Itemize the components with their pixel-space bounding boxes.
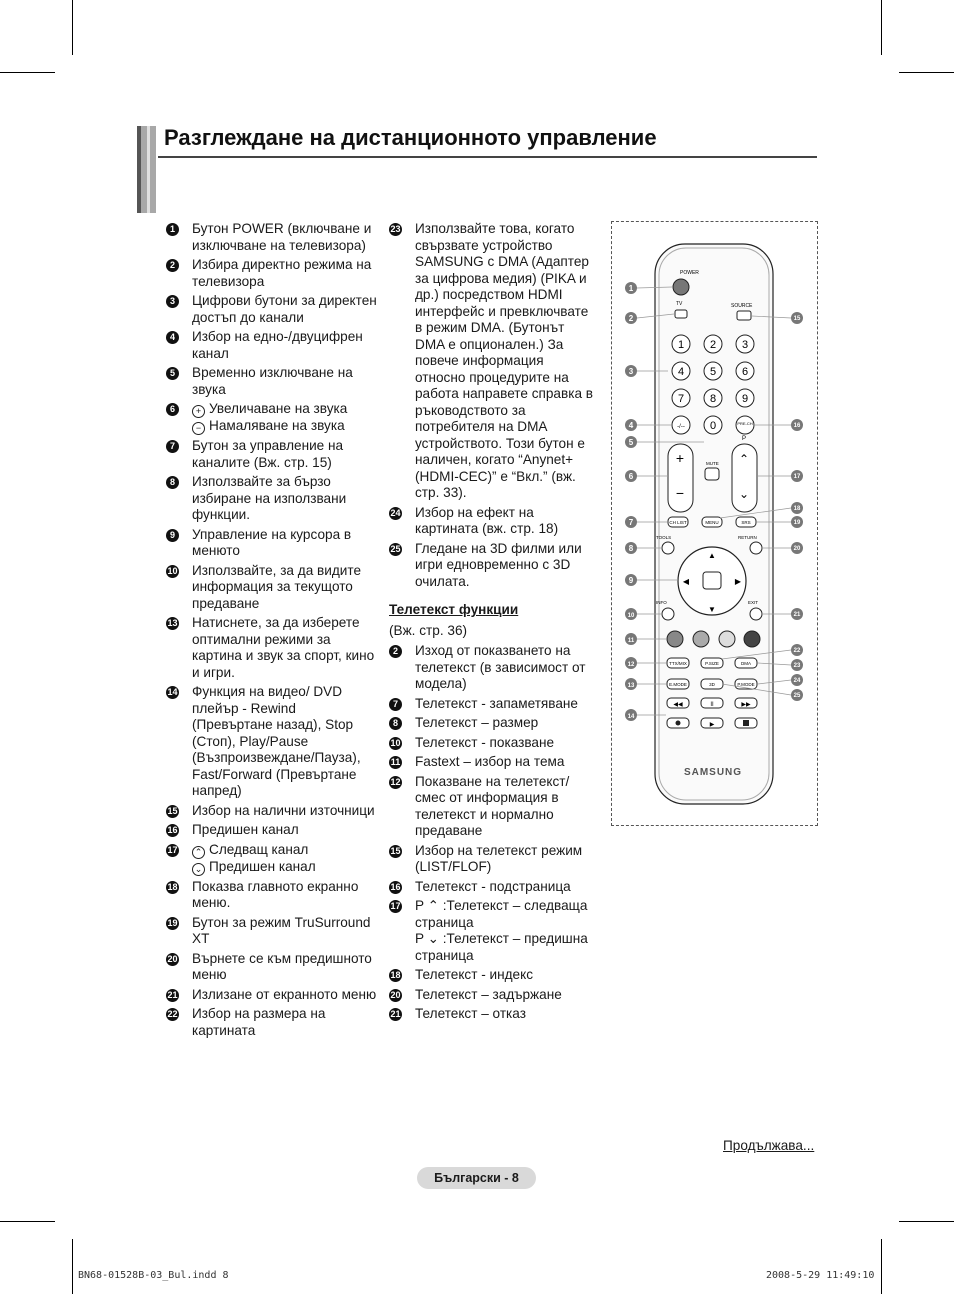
svg-text:15: 15 [793,316,801,322]
crop-mark [899,1221,954,1222]
svg-text:+: + [675,450,685,466]
item-number: 17 [390,901,401,911]
list-item [166,915,378,948]
item-number: 3 [166,295,179,308]
svg-text:▼: ▼ [708,605,716,614]
return-label: RETURN [738,535,757,540]
list-item [389,898,597,964]
middle-column [389,221,597,1026]
item-text: Телетекст - показване [415,734,555,750]
tv-label: TV [676,301,683,307]
item-number: 2 [389,645,402,658]
item-number: 6 [166,403,179,416]
item-number: 20 [167,953,178,964]
svg-text:7: 7 [628,518,634,527]
item-number: 18 [167,881,178,892]
item-number: 10 [167,565,178,576]
dma-label: DMA [741,661,751,666]
svg-text:▶: ▶ [734,577,742,586]
p-label: P [742,436,747,442]
digit-9: 9 [741,393,749,405]
digit-2: 2 [709,339,717,351]
crop-mark [881,0,882,55]
svg-text:25: 25 [793,693,801,699]
item-text: Върнете се към предишното меню [192,950,372,982]
crop-mark [72,0,73,55]
item-text: Използвайте, за да видите информация за текущото предаване [192,562,362,611]
item-number: 21 [390,1009,401,1019]
item-number: 18 [390,970,401,980]
srs-label: SRS [741,520,751,525]
crop-mark [899,72,954,73]
svg-text:9: 9 [628,576,634,585]
item-text: Fastext – избор на тема [415,754,565,769]
list-item [166,951,378,984]
list-item [166,257,378,290]
crop-mark [0,1221,55,1222]
svg-text:II: II [710,702,714,708]
svg-text:16: 16 [793,423,801,429]
prech-label: PRE-CH [737,421,753,426]
item-text: Телетекст – отказ [415,1006,526,1021]
minus-icon: − [192,422,205,435]
digit-5: 5 [709,366,717,378]
item-number: 25 [390,543,401,554]
list-item [389,715,597,732]
title-underline [158,156,817,158]
svg-text:19: 19 [793,520,801,526]
item-text: P ⌄ :Телетекст – предишна страница [415,931,588,963]
svg-text:6: 6 [628,472,634,481]
svg-text:24: 24 [793,678,801,684]
list-item [389,774,597,840]
svg-text:17: 17 [793,474,801,480]
section-reference: (Вж. стр. 36) [389,622,468,638]
list-item [389,1006,597,1023]
list-item [389,541,597,591]
digit-7: 7 [677,393,685,405]
pmode-label: P.MODE [737,682,755,687]
item-number: 8 [166,476,179,489]
list-item [166,803,378,820]
item-text: Телетекст - запаметяване [415,695,578,711]
item-number: 22 [167,1009,178,1019]
remote-illustration [612,222,817,825]
menu-label: MENU [705,520,719,525]
svg-text:22: 22 [793,648,801,654]
item-number: 16 [167,825,178,835]
svg-text:◀: ◀ [682,577,690,586]
item-number: 23 [390,224,401,234]
list-item [389,967,597,984]
item-text: Телетекст – размер [415,715,539,730]
remote-illustration-frame [611,221,818,826]
item-text: Показване на телетекст/ смес от информация в телетекст и нормално предаване [415,773,570,838]
list-item [389,879,597,896]
list-item [389,643,597,693]
item-text: Избор на ефект на картината (вж. стр. 18) [415,504,559,536]
item-number: 12 [390,776,401,787]
tools-label: TOOLS [656,535,672,540]
item-text: Бутон POWER (включване и изключване на телевизора) [192,221,372,253]
item-text: Увеличаване на звука [209,401,348,416]
item-text: Избор на телетекст режим (LIST/FLOF) [415,842,583,874]
list-item [389,735,597,752]
item-number: 24 [390,507,401,518]
source-label: SOURCE [731,303,753,309]
item-text: Временно изключване на звука [192,365,353,397]
item-number: 16 [390,881,401,892]
section-heading: Телетекст функции [389,602,519,617]
item-number: 5 [166,367,179,380]
item-text: Използвайте за бързо избиране на използвани функции. [192,474,347,522]
item-number: 8 [389,717,402,730]
item-number: 7 [389,698,402,711]
digit-4: 4 [677,366,685,378]
svg-text:23: 23 [793,663,801,669]
digit-6: 6 [741,366,749,378]
item-text: Използвайте това, когато свързвате устройство SAMSUNG с DMA (Адаптер за цифрова медия) (PIKA и др.) посредством HDMI интерфейс и превключвате в режим DMA. (Бутонът DMA е опционален.) За повече информация относно процедурите на работа направете справка в ръководството за потребителя на DMA устройството. Този бутон е наличен, когато “Anynet+ (HDMI-CEC)” е “Вкл.” (вж. стр. 33). [415,221,594,500]
list-item [166,1006,378,1039]
item-text: Гледане на 3D филми или игри едновременно с 3D очилата. [415,540,582,589]
item-text: Предишен канал [192,822,299,837]
crop-mark [72,1239,73,1294]
ttx-label: TTX/MIX [669,661,687,666]
item-number: 17 [167,844,178,855]
threed-label: 3D [709,682,715,687]
item-text: Телетекст - индекс [415,967,534,982]
crop-mark [0,72,55,73]
item-text: Функция на видео/ DVD плейър - Rewind (Превъртане назад), Stop (Стоп), Play/Pause (Възпроизвеждане/Пауза), Fast/Forward (Превъртане напред) [192,684,361,798]
svg-text:⌃: ⌃ [738,452,750,466]
svg-text:21: 21 [793,612,801,618]
emode-label: E.MODE [669,682,687,687]
item-number: 9 [166,529,179,542]
item-number: 13 [167,618,178,628]
list-item [166,401,378,435]
svg-text:18: 18 [793,506,801,512]
svg-text:13: 13 [627,683,635,689]
print-slug-right: 2008-5-29 11:49:10 [766,1270,875,1281]
item-text: P ⌃ :Телетекст – следваща страница [415,898,588,930]
svg-text:⌄: ⌄ [738,487,750,501]
item-number: 4 [166,331,179,344]
list-item [389,696,597,713]
list-item [166,684,378,800]
item-text: Телетекст – задържане [415,986,562,1002]
svg-text:10: 10 [627,613,635,619]
item-number: 14 [167,687,178,697]
list-item [389,505,597,538]
digit-3: 3 [741,339,749,351]
list-item [166,365,378,398]
svg-text:14: 14 [627,714,635,720]
mute-label: MUTE [706,461,719,466]
page-footer: Български - 8 [417,1167,536,1189]
list-item [166,879,378,912]
svg-text:8: 8 [628,544,634,553]
svg-text:4: 4 [628,421,634,430]
item-number: 20 [390,989,401,1000]
title-accent-bar [137,126,156,213]
print-slug-left: BN68-01528B-03_Bul.indd 8 [78,1270,229,1281]
item-number: 2 [166,259,179,272]
svg-text:11: 11 [627,638,635,644]
item-number: 15 [167,805,178,816]
list-item [389,987,597,1004]
list-item [166,527,378,560]
chevron-up-icon: ⌃ [192,846,205,859]
list-item [166,615,378,681]
item-number: 10 [390,737,401,748]
item-text: Управление на курсора в менюто [192,526,352,558]
svg-text:▶▶: ▶▶ [741,702,751,708]
svg-text:2: 2 [628,314,634,323]
item-text: Изход от показването на телетекст (в зависимост от модела) [415,643,586,691]
svg-text:5: 5 [628,438,634,447]
list-item [166,987,378,1004]
item-number: 7 [166,440,179,453]
svg-text:▶: ▶ [709,722,715,728]
item-number: 21 [167,989,178,1000]
svg-text:−: − [675,485,685,501]
item-text: Намаляване на звука [209,418,345,433]
list-item [389,221,597,502]
list-item [166,842,378,876]
list-item [166,438,378,471]
item-text: Излизане от екранното меню [192,986,377,1002]
continue-link[interactable]: Продължава... [723,1138,815,1153]
item-text: Следващ канал [209,841,309,857]
exit-label: EXIT [748,600,759,605]
item-number: 1 [166,223,179,236]
item-text: Бутон за управление на каналите (Вж. стр. 15) [192,438,344,470]
list-item [166,293,378,326]
item-number: 15 [390,845,401,856]
item-text: Избор на едно-/двуцифрен канал [192,329,363,361]
item-text: Натиснете, за да изберете оптимални режими за картина и звук за спорт, кино и игри. [192,615,375,680]
callouts-right [791,312,803,701]
info-label: INFO [656,600,667,605]
dash-label: -/-- [677,424,685,430]
digit-8: 8 [709,393,717,405]
list-item [166,563,378,613]
svg-text:3: 3 [628,367,634,376]
brand-logo: SAMSUNG [683,767,743,778]
plus-icon: + [192,405,205,418]
chevron-down-icon: ⌄ [192,863,205,876]
item-number: 11 [390,757,401,767]
svg-text:20: 20 [793,546,801,552]
item-text: Предишен канал [209,858,316,874]
svg-text:▲: ▲ [708,551,716,560]
list-item [166,474,378,524]
list-item [389,754,597,771]
item-text: Бутон за режим TruSurround XT [192,914,371,946]
list-item [389,843,597,876]
svg-text:1: 1 [628,284,634,293]
callouts-left [625,282,637,721]
list-item [166,822,378,839]
chlist-label: CH LIST [669,520,687,525]
psize-label: P.SIZE [705,661,719,666]
svg-text:12: 12 [627,662,635,668]
left-column [166,221,378,1042]
item-text: Избира директно режима на телевизора [192,257,372,289]
page-title: Разглеждане на дистанционното управление [164,125,657,150]
item-text: Телетекст - подстраница [415,878,571,894]
item-text: Показва главното екранно меню. [192,878,359,910]
power-label: POWER [680,270,699,276]
list-item [166,221,378,254]
digit-1: 1 [677,339,685,351]
item-number: 19 [167,917,178,928]
item-text: Цифрови бутони за директен достъп до канали [192,293,377,325]
item-text: Избор на размера на картината [192,1006,326,1038]
svg-text:◀◀: ◀◀ [673,702,683,708]
list-item [166,329,378,362]
crop-mark [881,1239,882,1294]
digit-0: 0 [709,420,717,432]
item-text: Избор на налични източници [192,802,375,818]
